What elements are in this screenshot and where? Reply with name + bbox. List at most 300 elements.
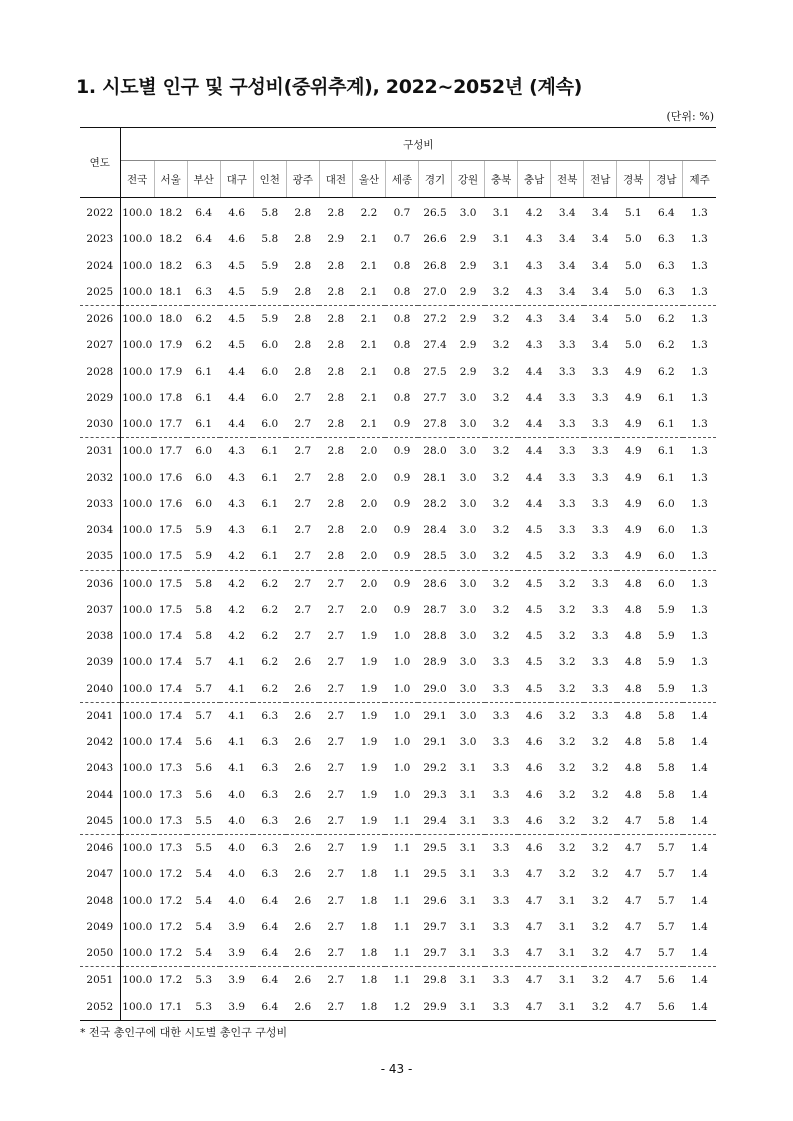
value-cell: 17.9 <box>158 339 183 352</box>
value-cell: 4.8 <box>624 656 642 669</box>
region-header: 전국 <box>120 161 154 198</box>
value-cell: 4.7 <box>624 894 642 907</box>
value-cell: 6.3 <box>195 259 213 272</box>
value-cell: 100.0 <box>122 445 153 458</box>
value-cell: 6.2 <box>261 603 279 616</box>
year-cell: 2046 <box>80 835 120 862</box>
value-cell: 4.0 <box>228 788 246 801</box>
value-cell: 2.1 <box>360 339 378 352</box>
value-cell: 100.0 <box>122 233 153 246</box>
value-cell: 3.0 <box>459 391 477 404</box>
value-cell: 3.3 <box>591 577 609 590</box>
value-cell: 2.6 <box>294 894 312 907</box>
value-cell: 4.5 <box>220 279 253 306</box>
value-cell: 4.6 <box>525 709 543 722</box>
value-cell: 1.4 <box>691 894 708 907</box>
value-cell: 2.7 <box>327 894 345 907</box>
value-cell: 4.8 <box>624 577 642 590</box>
value-cell: 3.0 <box>459 656 477 669</box>
year-cell: 2031 <box>80 438 120 465</box>
table-row <box>80 517 716 543</box>
value-cell: 2.8 <box>294 259 312 272</box>
value-cell: 3.9 <box>228 1000 246 1013</box>
value-cell: 4.6 <box>518 808 551 835</box>
value-cell: 1.4 <box>683 940 716 967</box>
value-cell: 4.4 <box>525 471 543 484</box>
year-cell: 2038 <box>80 623 120 649</box>
value-cell: 4.2 <box>525 207 543 220</box>
value-cell: 3.2 <box>492 630 510 643</box>
value-cell: 3.2 <box>492 577 510 590</box>
value-cell: 1.4 <box>691 974 708 987</box>
value-cell: 3.2 <box>591 762 609 775</box>
value-cell: 3.3 <box>492 736 510 749</box>
value-cell: 3.9 <box>228 974 246 987</box>
value-cell: 5.0 <box>617 279 650 306</box>
value-cell: 17.1 <box>158 1000 183 1013</box>
value-cell: 17.4 <box>154 676 187 703</box>
value-cell: 3.2 <box>485 543 518 570</box>
composition-group-header: 구성비 <box>120 128 716 161</box>
value-cell: 3.1 <box>492 233 510 246</box>
value-cell: 6.2 <box>253 676 286 703</box>
value-cell: 3.1 <box>558 974 576 987</box>
value-cell: 29.2 <box>423 762 447 775</box>
value-cell: 1.3 <box>691 577 708 590</box>
value-cell: 2.9 <box>327 233 345 246</box>
value-cell: 3.4 <box>558 207 576 220</box>
value-cell: 18.2 <box>158 233 183 246</box>
value-cell: 2.8 <box>294 339 312 352</box>
value-cell: 100.0 <box>122 207 153 220</box>
value-cell: 5.8 <box>657 709 675 722</box>
value-cell: 3.9 <box>228 920 246 933</box>
value-cell: 4.9 <box>624 471 642 484</box>
value-cell: 2.7 <box>327 788 345 801</box>
value-cell: 26.8 <box>423 259 447 272</box>
value-cell: 4.3 <box>518 279 551 306</box>
value-cell: 2.1 <box>360 313 378 326</box>
value-cell: 29.1 <box>423 709 447 722</box>
value-cell: 29.5 <box>423 868 447 881</box>
value-cell: 27.5 <box>423 365 447 378</box>
value-cell: 6.1 <box>657 471 675 484</box>
value-cell: 4.7 <box>624 920 642 933</box>
region-header: 제주 <box>683 161 716 198</box>
value-cell: 3.2 <box>584 940 617 967</box>
value-cell: 17.2 <box>158 974 183 987</box>
value-cell: 2.7 <box>327 656 345 669</box>
value-cell: 1.4 <box>691 842 708 855</box>
value-cell: 2.8 <box>327 524 345 537</box>
value-cell: 100.0 <box>122 656 153 669</box>
year-cell: 2044 <box>80 782 120 808</box>
value-cell: 3.3 <box>492 709 510 722</box>
value-cell: 3.3 <box>591 709 609 722</box>
value-cell: 4.4 <box>220 411 253 438</box>
value-cell: 3.3 <box>584 411 617 438</box>
value-cell: 6.3 <box>253 808 286 835</box>
value-cell: 18.0 <box>158 313 183 326</box>
year-column-header: 연도 <box>80 128 120 198</box>
table-row <box>80 491 716 517</box>
value-cell: 17.5 <box>158 577 183 590</box>
value-cell: 3.3 <box>558 445 576 458</box>
value-cell: 0.7 <box>393 207 411 220</box>
value-cell: 4.1 <box>228 762 246 775</box>
year-cell: 2041 <box>80 702 120 729</box>
value-cell: 0.9 <box>393 524 411 537</box>
value-cell: 4.4 <box>525 365 543 378</box>
year-cell: 2037 <box>80 597 120 623</box>
value-cell: 4.4 <box>525 497 543 510</box>
value-cell: 100.0 <box>122 788 153 801</box>
value-cell: 0.8 <box>393 365 411 378</box>
value-cell: 5.8 <box>195 603 213 616</box>
value-cell: 2.8 <box>319 279 352 306</box>
value-cell: 3.1 <box>492 259 510 272</box>
year-cell: 2033 <box>80 491 120 517</box>
value-cell: 18.2 <box>158 207 183 220</box>
value-cell: 5.8 <box>650 808 683 835</box>
value-cell: 3.2 <box>591 920 609 933</box>
value-cell: 1.8 <box>352 940 385 967</box>
value-cell: 1.9 <box>360 736 378 749</box>
value-cell: 2.8 <box>327 365 345 378</box>
value-cell: 4.8 <box>624 709 642 722</box>
value-cell: 1.0 <box>393 656 411 669</box>
value-cell: 3.3 <box>584 543 617 570</box>
table-row <box>80 359 716 385</box>
value-cell: 2.7 <box>327 1000 345 1013</box>
table-row <box>80 623 716 649</box>
value-cell: 3.0 <box>452 676 485 703</box>
value-cell: 1.8 <box>360 894 378 907</box>
value-cell: 2.0 <box>360 577 378 590</box>
region-header: 충북 <box>485 161 518 198</box>
value-cell: 5.4 <box>195 868 213 881</box>
value-cell: 0.9 <box>393 603 411 616</box>
value-cell: 5.4 <box>195 894 213 907</box>
region-header: 경남 <box>650 161 683 198</box>
value-cell: 100.0 <box>122 842 153 855</box>
value-cell: 4.0 <box>228 868 246 881</box>
value-cell: 3.2 <box>558 656 576 669</box>
value-cell: 4.0 <box>220 808 253 835</box>
table-row <box>80 411 716 438</box>
value-cell: 4.8 <box>624 736 642 749</box>
value-cell: 5.3 <box>195 974 213 987</box>
value-cell: 3.1 <box>492 207 510 220</box>
value-cell: 0.8 <box>393 313 411 326</box>
value-cell: 3.4 <box>558 313 576 326</box>
value-cell: 4.5 <box>525 656 543 669</box>
value-cell: 4.8 <box>624 788 642 801</box>
value-cell: 4.5 <box>228 259 246 272</box>
value-cell: 2.1 <box>360 259 378 272</box>
value-cell: 2.0 <box>360 497 378 510</box>
region-header: 경기 <box>418 161 451 198</box>
value-cell: 3.2 <box>485 411 518 438</box>
value-cell: 1.9 <box>360 630 378 643</box>
value-cell: 4.3 <box>525 233 543 246</box>
value-cell: 2.7 <box>294 445 312 458</box>
value-cell: 17.4 <box>158 709 183 722</box>
value-cell: 100.0 <box>122 471 153 484</box>
value-cell: 4.7 <box>624 974 642 987</box>
value-cell: 3.1 <box>558 1000 576 1013</box>
value-cell: 2.8 <box>327 339 345 352</box>
value-cell: 1.3 <box>691 391 708 404</box>
value-cell: 3.2 <box>492 524 510 537</box>
value-cell: 1.8 <box>360 974 378 987</box>
value-cell: 2.6 <box>294 762 312 775</box>
value-cell: 1.3 <box>691 233 708 246</box>
value-cell: 17.3 <box>154 808 187 835</box>
value-cell: 4.6 <box>525 762 543 775</box>
value-cell: 1.1 <box>393 894 411 907</box>
value-cell: 1.9 <box>360 656 378 669</box>
value-cell: 6.2 <box>195 339 213 352</box>
year-cell: 2022 <box>80 198 120 227</box>
value-cell: 2.8 <box>294 207 312 220</box>
value-cell: 6.3 <box>261 736 279 749</box>
value-cell: 1.9 <box>360 709 378 722</box>
value-cell: 1.1 <box>393 868 411 881</box>
value-cell: 1.3 <box>691 207 708 220</box>
value-cell: 3.2 <box>492 603 510 616</box>
value-cell: 17.2 <box>158 868 183 881</box>
value-cell: 28.2 <box>423 497 447 510</box>
value-cell: 5.7 <box>657 868 675 881</box>
value-cell: 3.3 <box>492 842 510 855</box>
region-header: 세종 <box>385 161 418 198</box>
value-cell: 2.7 <box>294 577 312 590</box>
value-cell: 17.3 <box>158 762 183 775</box>
value-cell: 1.3 <box>691 524 708 537</box>
table-row <box>80 782 716 808</box>
table-row <box>80 729 716 755</box>
value-cell: 1.3 <box>691 656 708 669</box>
value-cell: 5.5 <box>195 842 213 855</box>
value-cell: 1.3 <box>683 411 716 438</box>
value-cell: 4.5 <box>518 543 551 570</box>
value-cell: 1.9 <box>360 788 378 801</box>
value-cell: 4.7 <box>525 1000 543 1013</box>
value-cell: 1.0 <box>393 762 411 775</box>
value-cell: 5.9 <box>261 313 279 326</box>
value-cell: 3.3 <box>492 868 510 881</box>
value-cell: 5.0 <box>624 339 642 352</box>
value-cell: 4.5 <box>525 603 543 616</box>
value-cell: 17.2 <box>158 894 183 907</box>
value-cell: 6.2 <box>261 630 279 643</box>
value-cell: 6.3 <box>657 259 675 272</box>
value-cell: 6.3 <box>261 788 279 801</box>
value-cell: 17.7 <box>158 445 183 458</box>
region-header: 경북 <box>617 161 650 198</box>
value-cell: 100.0 <box>122 577 153 590</box>
year-cell: 2023 <box>80 226 120 252</box>
value-cell: 6.3 <box>261 868 279 881</box>
value-cell: 1.0 <box>393 630 411 643</box>
value-cell: 1.3 <box>691 313 708 326</box>
table-row <box>80 888 716 914</box>
value-cell: 2.2 <box>360 207 378 220</box>
value-cell: 3.3 <box>591 445 609 458</box>
value-cell: 29.4 <box>418 808 451 835</box>
value-cell: 17.4 <box>158 736 183 749</box>
value-cell: 2.7 <box>286 543 319 570</box>
value-cell: 2.8 <box>327 497 345 510</box>
value-cell: 28.5 <box>418 543 451 570</box>
value-cell: 0.9 <box>393 577 411 590</box>
value-cell: 5.4 <box>195 920 213 933</box>
value-cell: 29.7 <box>418 940 451 967</box>
value-cell: 4.3 <box>228 471 246 484</box>
value-cell: 0.9 <box>393 497 411 510</box>
value-cell: 3.1 <box>558 894 576 907</box>
value-cell: 3.1 <box>459 894 477 907</box>
value-cell: 100.0 <box>122 1000 153 1013</box>
year-cell: 2051 <box>80 967 120 994</box>
value-cell: 6.1 <box>187 411 220 438</box>
value-cell: 4.5 <box>525 577 543 590</box>
table-row <box>80 385 716 411</box>
value-cell: 2.7 <box>327 868 345 881</box>
value-cell: 1.3 <box>691 339 708 352</box>
value-cell: 3.2 <box>591 788 609 801</box>
value-cell: 4.2 <box>228 577 246 590</box>
table-row <box>80 570 716 597</box>
value-cell: 5.3 <box>195 1000 213 1013</box>
value-cell: 4.1 <box>228 709 246 722</box>
value-cell: 0.8 <box>385 279 418 306</box>
value-cell: 2.1 <box>360 233 378 246</box>
value-cell: 3.4 <box>591 339 609 352</box>
value-cell: 0.9 <box>393 471 411 484</box>
value-cell: 3.3 <box>591 656 609 669</box>
table-row <box>80 808 716 835</box>
value-cell: 26.6 <box>423 233 447 246</box>
value-cell: 2.7 <box>294 603 312 616</box>
value-cell: 5.9 <box>195 524 213 537</box>
value-cell: 28.0 <box>423 445 447 458</box>
value-cell: 4.4 <box>525 391 543 404</box>
value-cell: 2.6 <box>286 676 319 703</box>
value-cell: 6.0 <box>657 497 675 510</box>
value-cell: 4.3 <box>525 339 543 352</box>
value-cell: 3.2 <box>558 630 576 643</box>
value-cell: 5.0 <box>624 233 642 246</box>
value-cell: 2.7 <box>294 471 312 484</box>
value-cell: 2.7 <box>327 842 345 855</box>
value-cell: 100.0 <box>122 603 153 616</box>
value-cell: 4.8 <box>617 676 650 703</box>
value-cell: 6.3 <box>187 279 220 306</box>
value-cell: 29.3 <box>423 788 447 801</box>
value-cell: 2.6 <box>294 656 312 669</box>
value-cell: 17.6 <box>158 471 183 484</box>
value-cell: 5.7 <box>650 940 683 967</box>
value-cell: 5.6 <box>657 974 675 987</box>
value-cell: 2.0 <box>360 603 378 616</box>
value-cell: 100.0 <box>122 630 153 643</box>
value-cell: 3.4 <box>591 259 609 272</box>
value-cell: 3.3 <box>591 471 609 484</box>
year-cell: 2047 <box>80 861 120 887</box>
value-cell: 6.2 <box>657 313 675 326</box>
value-cell: 2.9 <box>459 339 477 352</box>
year-cell: 2026 <box>80 306 120 333</box>
value-cell: 1.3 <box>683 676 716 703</box>
value-cell: 3.1 <box>452 940 485 967</box>
value-cell: 3.3 <box>492 788 510 801</box>
value-cell: 4.4 <box>518 411 551 438</box>
value-cell: 100.0 <box>122 391 153 404</box>
value-cell: 6.4 <box>261 894 279 907</box>
value-cell: 3.3 <box>558 339 576 352</box>
value-cell: 2.9 <box>459 365 477 378</box>
table-row <box>80 597 716 623</box>
value-cell: 17.5 <box>158 603 183 616</box>
value-cell: 1.1 <box>393 974 411 987</box>
value-cell: 3.3 <box>558 365 576 378</box>
value-cell: 2.7 <box>319 940 352 967</box>
footnote: * 전국 총인구에 대한 시도별 총인구 구성비 <box>80 1026 288 1039</box>
table-row <box>80 543 716 570</box>
value-cell: 28.1 <box>423 471 447 484</box>
value-cell: 3.1 <box>452 808 485 835</box>
value-cell: 4.5 <box>525 630 543 643</box>
value-cell: 5.0 <box>624 259 642 272</box>
value-cell: 4.9 <box>624 524 642 537</box>
value-cell: 5.7 <box>187 676 220 703</box>
value-cell: 100.0 <box>122 736 153 749</box>
value-cell: 3.1 <box>558 920 576 933</box>
year-cell: 2032 <box>80 465 120 491</box>
value-cell: 6.0 <box>657 524 675 537</box>
value-cell: 3.3 <box>492 974 510 987</box>
value-cell: 6.4 <box>261 920 279 933</box>
value-cell: 2.7 <box>319 808 352 835</box>
table-row <box>80 861 716 887</box>
value-cell: 1.0 <box>393 709 411 722</box>
value-cell: 6.1 <box>261 524 279 537</box>
value-cell: 6.2 <box>657 365 675 378</box>
value-cell: 4.7 <box>525 920 543 933</box>
value-cell: 2.1 <box>360 365 378 378</box>
value-cell: 3.2 <box>492 391 510 404</box>
value-cell: 2.6 <box>294 709 312 722</box>
table-row <box>80 253 716 279</box>
value-cell: 4.7 <box>617 808 650 835</box>
value-cell: 5.8 <box>195 577 213 590</box>
value-cell: 4.1 <box>220 676 253 703</box>
value-cell: 2.1 <box>360 391 378 404</box>
value-cell: 1.3 <box>691 603 708 616</box>
table-row <box>80 332 716 358</box>
table-body <box>80 198 716 1021</box>
table-row <box>80 649 716 675</box>
value-cell: 3.2 <box>492 471 510 484</box>
year-cell: 2039 <box>80 649 120 675</box>
value-cell: 6.1 <box>261 497 279 510</box>
value-cell: 26.5 <box>423 207 447 220</box>
value-cell: 4.6 <box>525 842 543 855</box>
year-cell: 2034 <box>80 517 120 543</box>
value-cell: 6.4 <box>261 1000 279 1013</box>
